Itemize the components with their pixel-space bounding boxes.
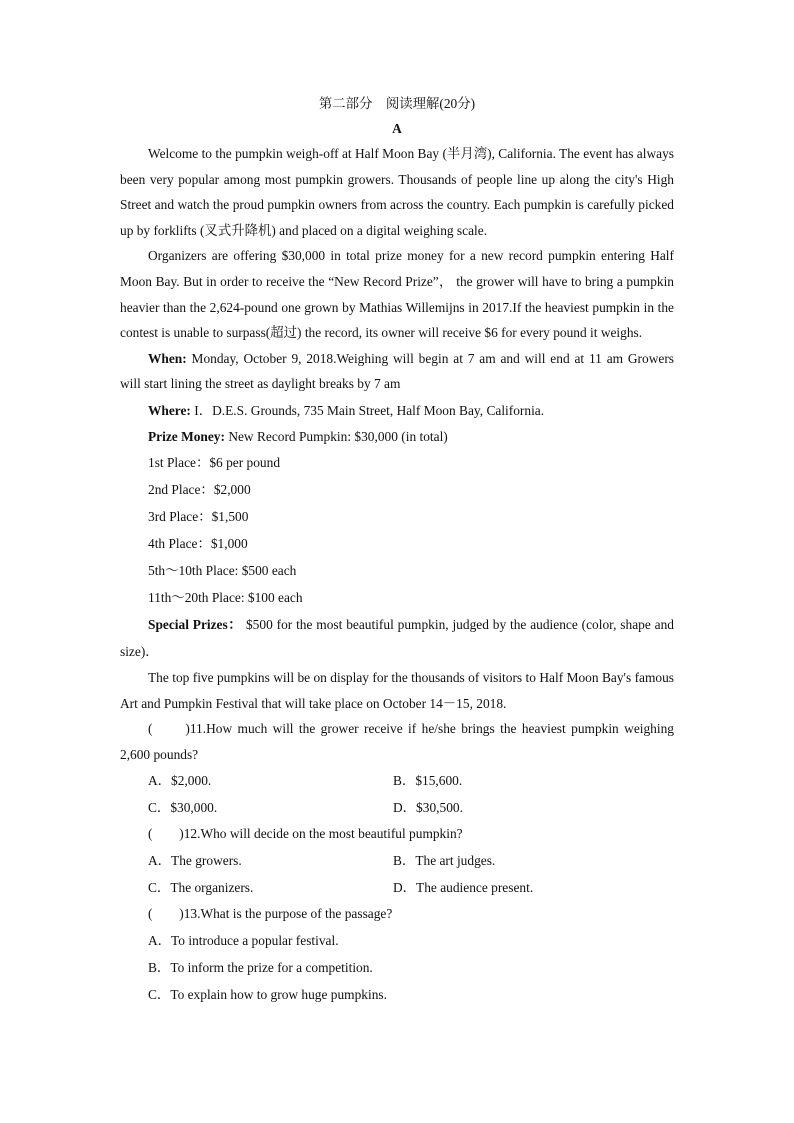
where-label: Where: xyxy=(148,402,191,418)
section-title: 第二部分 阅读理解(20分) xyxy=(318,96,476,111)
place-line: 5th～10th Place: $500 each xyxy=(148,562,297,578)
place-line: 1st Place：$6 per pound xyxy=(148,454,281,470)
option-b: B．To inform the prize for a competition. xyxy=(148,959,373,975)
option-a: A．$2,000. xyxy=(148,773,212,789)
option-c: C．The organizers. xyxy=(148,879,254,895)
option-a: A．To introduce a popular festival. xyxy=(148,932,339,948)
place-line: 2nd Place：$2,000 xyxy=(148,481,251,497)
when-label: When: xyxy=(148,350,187,366)
question-12-options-row-2 xyxy=(120,874,674,901)
option-d: D．The audience present. xyxy=(393,879,534,895)
question-11-options-row-1 xyxy=(120,767,674,794)
special-prizes-paragraph xyxy=(120,611,674,665)
option-a: A．The growers. xyxy=(148,852,242,868)
where-line xyxy=(120,397,674,424)
prize-money-label: Prize Money: xyxy=(148,428,225,444)
option-b: B．$15,600. xyxy=(393,773,463,789)
question-11-stem: ( )11.How much will the grower receive if he/she brings the heaviest pumpkin weighing 2,600 pounds? xyxy=(120,721,674,762)
option-c: C．$30,000. xyxy=(148,800,218,816)
question-12-stem: ( )12.Who will decide on the most beautiful pumpkin? xyxy=(148,826,463,842)
place-line: 3rd Place：$1,500 xyxy=(148,508,249,524)
question-13-stem: ( )13.What is the purpose of the passage? xyxy=(148,905,393,921)
passage-paragraph-1: Welcome to the pumpkin weigh-off at Half Moon Bay (半月湾), California. The event has always been very popular among most pumpkin growers. Thousands of people line up along the city's High Street and watch the proud pumpkin owners from across the country. Each pumpkin is carefully picked up by forklifts (叉式升降机) and placed on a digital weighing scale. xyxy=(120,146,674,238)
question-12-options-row-1 xyxy=(120,847,674,874)
prize-money-line xyxy=(120,424,674,449)
part-letter: A xyxy=(392,121,402,136)
option-b: B．The art judges. xyxy=(393,852,496,868)
option-d: D．$30,500. xyxy=(393,800,463,816)
place-line: 11th～20th Place: $100 each xyxy=(148,589,303,605)
passage-paragraph-last: The top five pumpkins will be on display for the thousands of visitors to Half Moon Bay's famous Art and Pumpkin Festival that will take place on October 14－15, 2018. xyxy=(120,669,674,711)
exam-page xyxy=(120,93,674,1008)
special-prizes-label: Special Prizes： xyxy=(148,616,243,632)
when-text: Monday, October 9, 2018.Weighing will begin at 7 am and will end at 11 am Growers will start lining the street as daylight breaks by 7 am xyxy=(120,350,674,392)
option-c: C．To explain how to grow huge pumpkins. xyxy=(148,986,387,1002)
question-11-options-row-2 xyxy=(120,794,674,821)
special-prizes-text: $500 for the most beautiful pumpkin, judged by the audience (color, shape and size)． xyxy=(120,616,674,659)
passage-paragraph-2: Organizers are offering $30,000 in total prize money for a new record pumpkin entering Half Moon Bay. But in order to receive the “New Record Prize”， the grower will have to bring a pumpkin heavier than the 2,624-pound one grown by Mathias Willemijns in 2017.If the heaviest pumpkin in the contest is unable to surpass(超过) the record, its owner will receive $6 for every pound it weighs. xyxy=(120,248,674,341)
when-paragraph xyxy=(120,346,674,397)
where-text: I．D.E.S. Grounds, 735 Main Street, Half Moon Bay, California. xyxy=(190,402,545,418)
place-line: 4th Place：$1,000 xyxy=(148,535,248,551)
prize-money-text: New Record Pumpkin: $30,000 (in total) xyxy=(224,428,448,444)
